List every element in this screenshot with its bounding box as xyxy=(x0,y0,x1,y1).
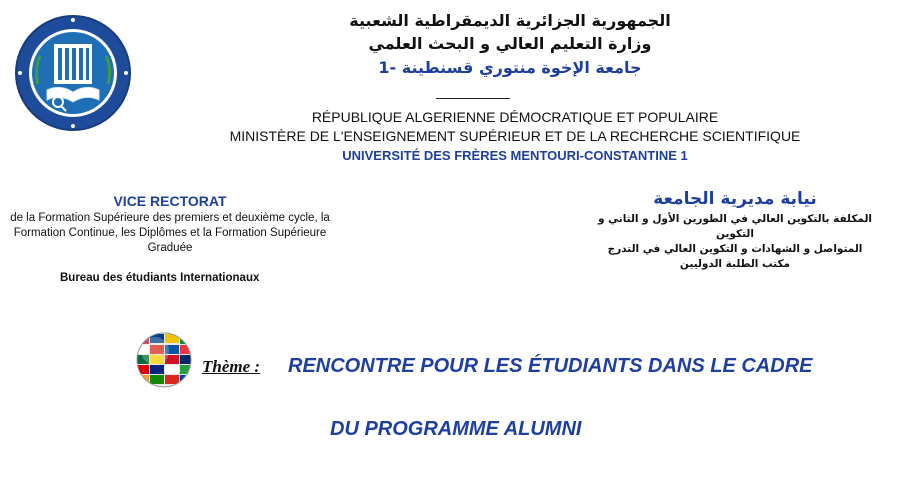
french-header xyxy=(150,108,880,165)
vice-rectorat-description: de la Formation Supérieure des premiers et deuxième cycle, la Formation Continue, les Diplômes et la Formation Supérieure Graduée xyxy=(10,212,330,254)
arabic-header xyxy=(200,10,820,80)
theme-title-line1: RENCONTRE POUR LES ÉTUDIANTS DANS LE CADRE xyxy=(288,355,813,377)
header-divider xyxy=(436,98,510,99)
arabic-republic-title: الجمهورية الجزائرية الديمقراطية الشعبية xyxy=(349,11,671,30)
french-ministry-title: MINISTÈRE DE L'ENSEIGNEMENT SUPÉRIEUR ET DE LA RECHERCHE SCIENTIFIQUE xyxy=(229,128,801,144)
globe-flags-icon xyxy=(133,331,195,389)
arabic-vice-rectorat-block xyxy=(580,186,890,272)
vice-rectorat-block xyxy=(10,192,330,256)
bureau-label: Bureau des étudiants Internationaux xyxy=(60,272,260,284)
arabic-university-title: جامعة الإخوة منتوري قسنطينة -1 xyxy=(378,58,642,77)
arabic-ministry-title: وزارة التعليم العالي و البحث العلمي xyxy=(368,34,652,53)
french-republic-title: RÉPUBLIQUE ALGERIENNE DÉMOCRATIQUE ET POPULAIRE xyxy=(311,109,719,125)
theme-title-line2: DU PROGRAMME ALUMNI xyxy=(330,418,582,440)
arabic-vice-rectorat-line2: المتواصل و الشهادات و التكوين العالي في التدرج xyxy=(607,243,863,255)
arabic-vice-rectorat-title: نيابة مديرية الجامعة xyxy=(653,189,817,209)
arabic-bureau-label: مكتب الطلبة الدوليين xyxy=(679,258,791,270)
arabic-vice-rectorat-line1: المكلفة بالتكوين العالي في الطورين الأول و الثاني و التكوين xyxy=(597,213,873,240)
university-logo xyxy=(14,14,132,132)
french-university-title: UNIVERSITÉ DES FRÈRES MENTOURI-CONSTANTINE 1 xyxy=(342,148,688,163)
vice-rectorat-title: VICE RECTORAT xyxy=(113,193,227,209)
theme-label: Thème : xyxy=(202,357,261,376)
